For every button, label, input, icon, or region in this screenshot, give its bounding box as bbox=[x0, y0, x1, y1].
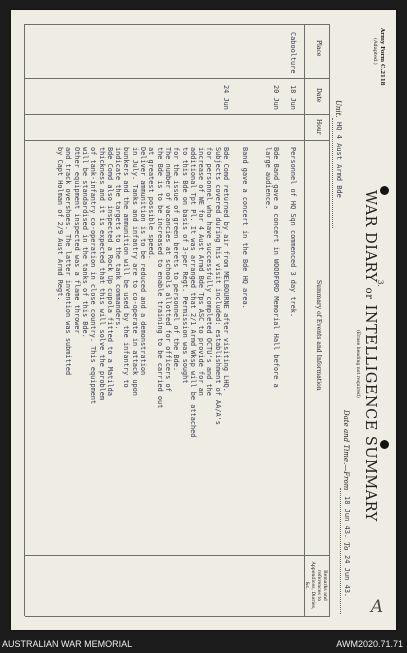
summary-line: additional Tpt Pl. It was arranged that 2/1 Armd Wksp will be attached bbox=[188, 147, 197, 438]
form-number: Army Form C.2118 bbox=[379, 28, 385, 86]
summary-line: bunkers and the ammunition will be used by the infantry to bbox=[122, 147, 131, 388]
entry-date: 24 Jun bbox=[222, 85, 230, 110]
column-divider bbox=[25, 78, 330, 79]
table-left-border bbox=[25, 24, 330, 25]
summary-line: Deliver ammunition is to be reduced and a demonstration bbox=[139, 147, 148, 376]
column-divider bbox=[25, 140, 330, 141]
summary-line: Bde Band gave a concert in WOODFORD Memorial Hall before a bbox=[272, 147, 280, 388]
table-top-border bbox=[329, 24, 330, 616]
summary-line: Other equipment inspected was a flame thrower bbox=[72, 147, 81, 334]
erase-note: (Erase heading not required) bbox=[355, 330, 360, 398]
summary-line: and track overshoes. The latter invention was submitted bbox=[64, 147, 73, 376]
page-title bbox=[362, 190, 378, 522]
entry-summary bbox=[241, 147, 249, 309]
summary-line: Subjects covered during his visit included: establishment of AA/A's bbox=[213, 147, 222, 425]
column-header-remarks: Remarks and references to Appendices, Diaries, &c. bbox=[304, 561, 327, 610]
column-header-summary: Summary of Events and Information bbox=[315, 280, 322, 391]
entry-summary bbox=[289, 147, 297, 317]
date-label: Date and Time.—From bbox=[342, 410, 350, 491]
to-label: To bbox=[342, 542, 350, 551]
column-header-date: Date bbox=[315, 88, 322, 103]
summary-line: at greatest possible speed. bbox=[147, 147, 156, 260]
title-secondary: INTELLIGENCE SUMMARY bbox=[362, 304, 378, 522]
summary-line: for the issue of green berets to personnel of the Bde. bbox=[172, 147, 181, 372]
summary-line: in July. Tanks and infantry are to co-operate in attack upon bbox=[130, 147, 139, 396]
entry-date: 18 Jun bbox=[289, 85, 297, 110]
column-divider bbox=[25, 114, 330, 115]
summary-line: of tank-infantry co-operation in close country. This equipment bbox=[89, 147, 98, 405]
summary-line: the Bde is to be increased to enable training to be carried out bbox=[155, 147, 164, 409]
summary-line: indicate the targets to the tank commanders. bbox=[114, 147, 123, 330]
summary-line: large audience. bbox=[263, 147, 272, 210]
signature-mark: A bbox=[370, 597, 384, 618]
column-divider bbox=[25, 555, 330, 556]
entry-summary bbox=[56, 147, 230, 437]
diary-page bbox=[11, 10, 396, 630]
punch-hole bbox=[380, 440, 389, 449]
summary-line: will be standardised in the tanks of this Bde. bbox=[80, 147, 89, 338]
table-bottom-border bbox=[24, 24, 25, 616]
summary-line: increase of WE for 4 Aust Armd Bde Tps ASC to provide for an bbox=[197, 147, 206, 396]
date-dotted-line bbox=[340, 488, 341, 614]
table-right-border bbox=[25, 616, 330, 617]
summary-line: by Capt Holman of 2/9 Aust Armd Regt. bbox=[56, 147, 65, 301]
rotated-form bbox=[11, 10, 396, 630]
from-value: 18 Jun 43. bbox=[343, 496, 351, 539]
footer-reference: AWM2020.71.71 bbox=[336, 639, 403, 649]
footer-source: AUSTRALIAN WAR MEMORIAL bbox=[2, 639, 133, 649]
unit-dotted-line bbox=[332, 118, 333, 228]
summary-line: for personnel who have successfully completed OCTU's and the bbox=[205, 147, 214, 396]
table-header-rule bbox=[304, 24, 305, 616]
diary-number: 3. bbox=[376, 280, 384, 287]
unit-label: Unit. bbox=[334, 100, 342, 118]
summary-line: Band gave a concert in the Bde HQ area. bbox=[241, 147, 249, 309]
column-header-hour: Hour bbox=[315, 119, 322, 135]
footer-bar bbox=[0, 636, 407, 653]
summary-line: thickness and it is expected that this will solve the problem bbox=[97, 147, 106, 401]
unit-value: HQ 4 Aust Armd Bde bbox=[335, 122, 343, 198]
entry-date: 20 Jun bbox=[272, 85, 280, 110]
summary-line: to this Bde on basis of 3-per Regt. Permission was sought bbox=[180, 147, 189, 384]
punch-hole bbox=[380, 186, 389, 195]
column-header-place: Place bbox=[315, 40, 322, 57]
summary-line: The number of vacancies at schools allotted for officers of bbox=[163, 147, 172, 392]
summary-line: Bde Comd also inspected a Rock Up cupola fitted to a Matilda bbox=[105, 147, 114, 396]
entry-place: Caboolture bbox=[289, 32, 297, 74]
summary-line: Personnel of HQ Sqn commenced 3 day trek. bbox=[289, 147, 297, 318]
title-or: or bbox=[363, 287, 374, 300]
form-adapted: (Adapted.) bbox=[372, 38, 378, 65]
summary-line: Bde Comd returned by air from MELBOURNE after visiting LHQ. bbox=[222, 147, 230, 392]
entry-summary bbox=[263, 147, 280, 388]
to-value: 24 Jun 43. bbox=[343, 555, 351, 598]
title-main: WAR DIARY bbox=[362, 190, 378, 283]
